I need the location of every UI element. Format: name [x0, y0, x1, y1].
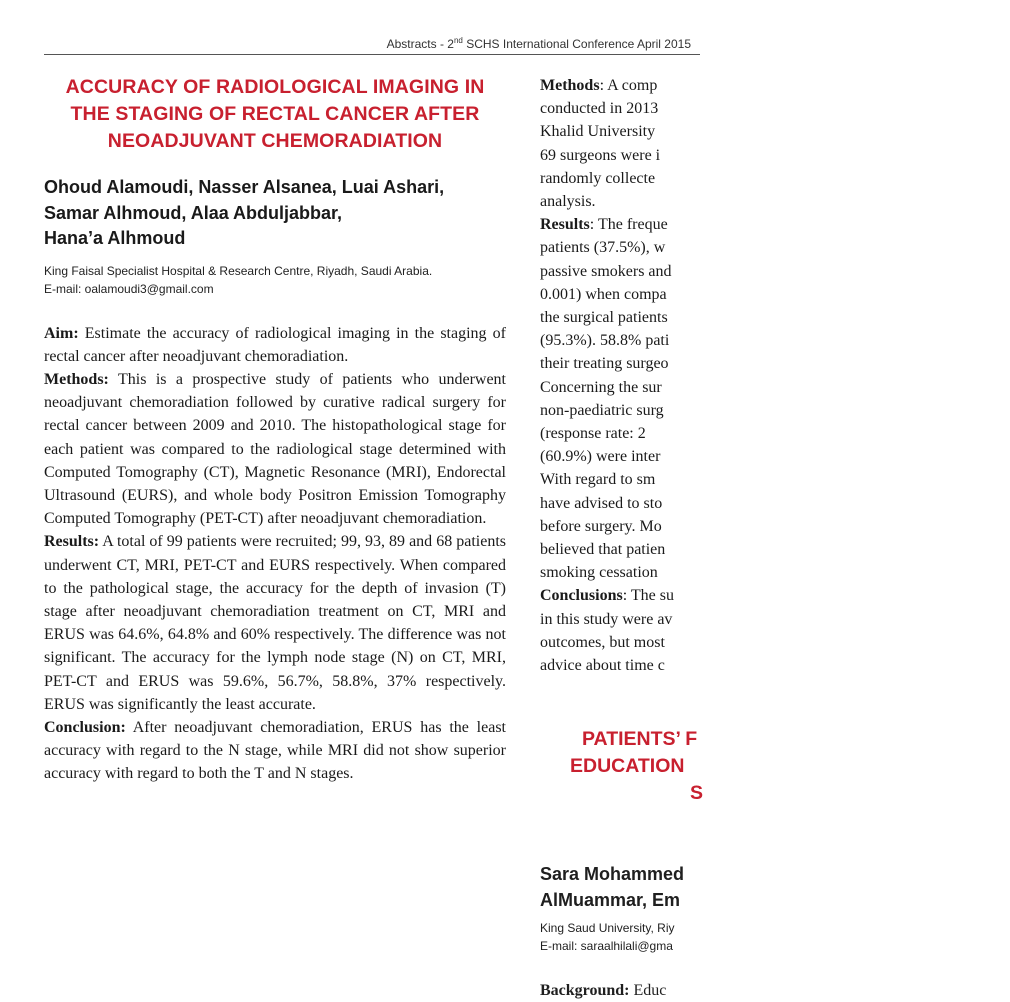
title-line: THE STAGING OF RECTAL CANCER AFTER: [70, 103, 480, 125]
line-text: passive smokers and: [540, 262, 672, 280]
title-line: PATIENTS’ F: [582, 728, 698, 750]
line-text: : The freque: [589, 216, 668, 234]
right-author-list: [540, 862, 684, 913]
results-text: A total of 99 patients were recruited; 99, 93, 89 and 68 patients underwent CT, MRI, PET-CT and EURS respectively. When compared to the pathological stage, the accuracy for the depth of invasion (T) stage after neoadjuvant chemoradiation treatment on CT, MRI and ERUS was 64.6%, 64.8% and 60% respectively. The difference was not significant. The accuracy for the lymph node stage (N) on CT, MRI, PET-CT and ERUS was 59.6%, 56.7%, 58.8%, 37% respectively. ERUS was significantly the least accurate.: [44, 533, 506, 713]
section-label: Methods: [540, 77, 600, 94]
right-body-line: [540, 236, 1010, 259]
section-label: Conclusions: [540, 587, 623, 605]
abstract-title: [44, 74, 506, 155]
right-body-line: [540, 608, 1010, 631]
line-text: (response rate: 2: [540, 425, 646, 443]
right-abstract-title: [540, 726, 703, 807]
author-line: Samar Alhmoud, Alaa Abduljabbar,: [44, 202, 343, 223]
right-body-line: [540, 468, 1010, 491]
line-text: : A comp: [599, 77, 658, 94]
results-label: Results:: [44, 533, 100, 551]
conclusion-text: After neoadjuvant chemoradiation, ERUS has the least accuracy with regard to the N stage, while MRI did not show superior accuracy with regard to both the T and N stages.: [44, 718, 506, 783]
right-body-line: [540, 306, 1010, 329]
header-divider: [44, 54, 700, 55]
line-text: analysis.: [540, 193, 596, 211]
author-email: E-mail: saraalhilali@gma: [540, 939, 673, 953]
aim-label: Aim:: [44, 324, 79, 342]
right-body-line: [540, 352, 1010, 375]
line-text: advice about time c: [540, 657, 665, 675]
background-text: Educ: [629, 982, 667, 999]
right-body-line: [540, 399, 1010, 422]
line-text: non-paediatric surg: [540, 401, 664, 419]
background-label: Background:: [540, 982, 630, 999]
results-paragraph: [44, 530, 506, 716]
conclusion-label: Conclusion:: [44, 718, 126, 736]
author-list: [44, 175, 506, 252]
methods-paragraph: [44, 368, 506, 530]
right-body-line: [540, 515, 1010, 538]
line-text: before surgery. Mo: [540, 517, 662, 535]
abstract-right-cropped: [540, 74, 704, 999]
line-text: have advised to sto: [540, 494, 663, 512]
abstract-left: [44, 74, 506, 786]
abstract-body: [44, 322, 506, 786]
affiliation: King Faisal Specialist Hospital & Research Centre, Riyadh, Saudi Arabia.: [44, 263, 433, 278]
right-body: [540, 74, 1010, 677]
running-header: [387, 36, 691, 51]
right-body-line: [540, 74, 1010, 97]
line-text: With regard to sm: [540, 471, 656, 489]
right-body-line: [540, 445, 1010, 468]
line-text: (60.9%) were inter: [540, 448, 661, 466]
right-body-line: [540, 561, 1010, 584]
line-text: conducted in 2013: [540, 100, 659, 118]
right-body-line: [540, 422, 1010, 445]
right-body-line: [540, 144, 1010, 167]
right-body-line: [540, 584, 1010, 607]
line-text: 0.001) when compa: [540, 285, 667, 303]
right-body-line: [540, 190, 1010, 213]
author-line: Hana’a Alhmoud: [44, 228, 186, 248]
right-body-line: [540, 376, 1010, 399]
line-text: randomly collecte: [540, 169, 656, 187]
line-text: 69 surgeons were i: [540, 146, 661, 164]
title-line: ACCURACY OF RADIOLOGICAL IMAGING IN: [65, 76, 485, 98]
aim-paragraph: [44, 322, 506, 368]
author-email: E-mail: oalamoudi3@gmail.com: [44, 281, 214, 296]
line-text: Concerning the sur: [540, 378, 662, 396]
right-body-line: [540, 97, 1010, 120]
right-body-line: [540, 167, 1010, 190]
header-text-suffix: SCHS International Conference April 2015: [462, 37, 691, 51]
line-text: their treating surgeo: [540, 355, 669, 373]
author-line: Ohoud Alamoudi, Nasser Alsanea, Luai Ashari,: [44, 177, 445, 197]
affiliation-block: [44, 262, 506, 298]
methods-text: This is a prospective study of patients who underwent neoadjuvant chemoradiation followed by curative radical surgery for rectal cancer between 2009 and 2010. The histopathological stage for each patient was compared to the radiological stage determined with Computed Tomography (CT), Magnetic Resonance (MRI), Endorectal Ultrasound (EURS), and whole body Positron Emission Tomography Computed Tomography (PET-CT) after neoadjuvant chemoradiation.: [44, 370, 506, 528]
line-text: (95.3%). 58.8% pati: [540, 332, 670, 350]
section-label: Results: [540, 216, 590, 234]
right-body-line: [540, 329, 1010, 352]
methods-label: Methods:: [44, 370, 109, 388]
background-paragraph: [540, 979, 666, 1002]
aim-text: Estimate the accuracy of radiological imaging in the staging of rectal cancer after neoadjuvant chemoradiation.: [44, 324, 506, 365]
line-text: smoking cessation: [540, 564, 658, 582]
header-text: Abstracts - 2: [386, 37, 454, 51]
right-body-line: [540, 213, 1010, 236]
right-body-line: [540, 120, 1010, 143]
line-text: in this study were av: [540, 610, 673, 628]
line-text: believed that patien: [540, 541, 666, 559]
title-line: NEOADJUVANT CHEMORADIATION: [107, 130, 443, 152]
right-affiliation-block: [540, 919, 675, 955]
right-body-line: [540, 631, 1010, 654]
line-text: : The su: [622, 587, 674, 605]
header-superscript: nd: [453, 36, 463, 45]
right-body-line: [540, 492, 1010, 515]
line-text: Khalid University: [540, 123, 656, 141]
line-text: outcomes, but most: [540, 633, 665, 651]
affiliation: King Saud University, Riy: [540, 921, 675, 935]
author-line: AlMuammar, Em: [540, 889, 681, 910]
conclusion-paragraph: [44, 716, 506, 786]
right-body-line: [540, 283, 1010, 306]
right-body-line: [540, 260, 1010, 283]
author-line: Sara Mohammed: [540, 864, 685, 884]
line-text: the surgical patients: [540, 309, 668, 327]
title-line: EDUCATION: [570, 755, 685, 777]
line-text: patients (37.5%), w: [540, 239, 666, 257]
right-body-line: [540, 654, 1010, 677]
title-line: S: [690, 782, 704, 804]
right-body-line: [540, 538, 1010, 561]
